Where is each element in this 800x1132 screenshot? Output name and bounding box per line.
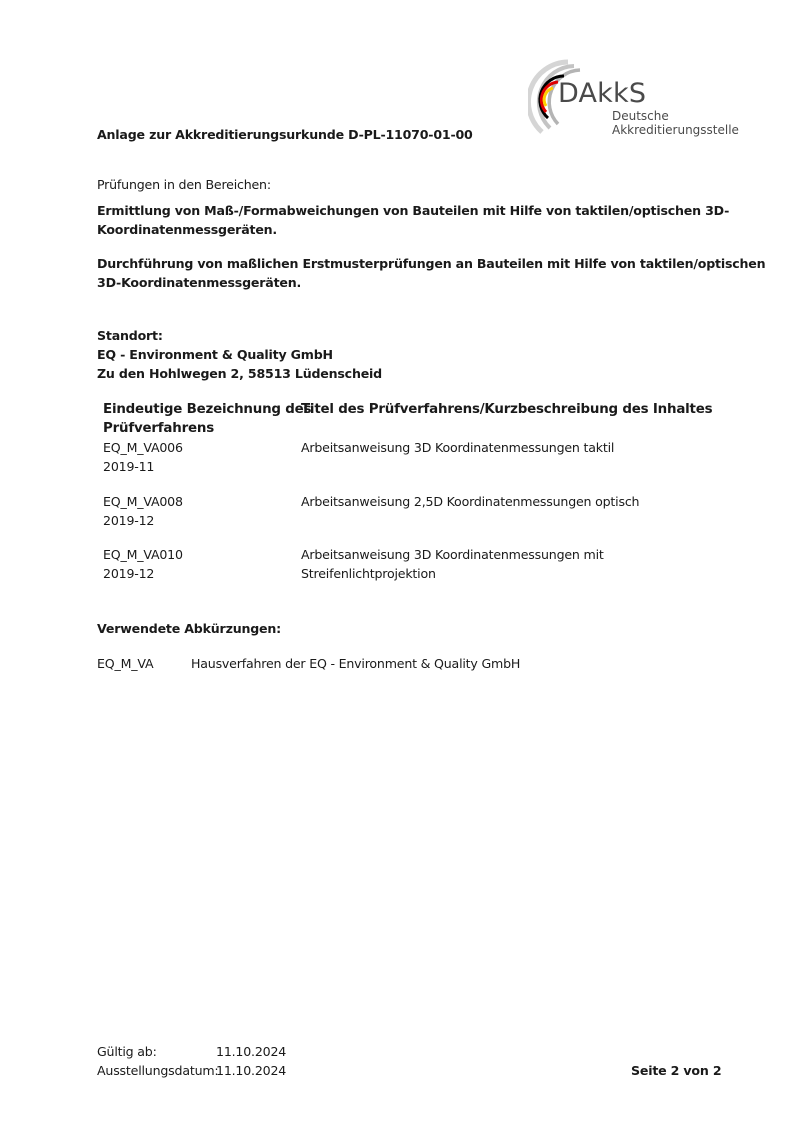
abbreviation-meaning: Hausverfahren der EQ - Environment & Quality GmbH — [191, 656, 521, 671]
logo-wordmark: DAkkS — [558, 78, 647, 109]
procedure-title: Arbeitsanweisung 3D Koordinatenmessungen mit — [301, 547, 604, 562]
logo-subtitle-line2: Akkreditierungsstelle — [612, 123, 739, 137]
annex-title: Anlage zur Akkreditierungsurkunde D-PL-11070-01-00 — [97, 127, 473, 142]
location-address: Zu den Hohlwegen 2, 58513 Lüdenscheid — [97, 366, 382, 381]
abbreviation-term: EQ_M_VA — [97, 656, 154, 671]
table-header-col1-line1: Eindeutige Bezeichnung des — [103, 402, 312, 417]
procedure-date: 2019-12 — [103, 513, 155, 528]
logo-subtitle-line1: Deutsche — [612, 109, 669, 123]
procedure-title: Arbeitsanweisung 3D Koordinatenmessungen taktil — [301, 440, 615, 455]
scope-intro: Prüfungen in den Bereichen: — [97, 177, 271, 192]
procedure-id: EQ_M_VA006 — [103, 440, 183, 455]
location-company: EQ - Environment & Quality GmbH — [97, 347, 333, 362]
scope-area2-line1: Durchführung von maßlichen Erstmusterprüfungen an Bauteilen mit Hilfe von taktilen/optischen — [97, 256, 766, 271]
procedure-id: EQ_M_VA008 — [103, 494, 183, 509]
abbreviations-heading: Verwendete Abkürzungen: — [97, 621, 281, 636]
valid-from-date: 11.10.2024 — [216, 1044, 287, 1059]
procedure-title-continued: Streifenlichtprojektion — [301, 566, 436, 581]
page-number: Seite 2 von 2 — [631, 1063, 722, 1078]
procedure-date: 2019-12 — [103, 566, 155, 581]
scope-area1-line1: Ermittlung von Maß-/Formabweichungen von Bauteilen mit Hilfe von taktilen/optischen 3D- — [97, 203, 730, 218]
valid-from-label: Gültig ab: — [97, 1044, 157, 1059]
scope-area2-line2: 3D-Koordinatenmessgeräten. — [97, 275, 302, 290]
scope-area1-line2: Koordinatenmessgeräten. — [97, 222, 278, 237]
table-header-col1-line2: Prüfverfahrens — [103, 421, 214, 436]
procedure-date: 2019-11 — [103, 459, 155, 474]
issue-date-label: Ausstellungsdatum: — [97, 1063, 219, 1078]
issue-date: 11.10.2024 — [216, 1063, 287, 1078]
table-header-col2: Titel des Prüfverfahrens/Kurzbeschreibung des Inhaltes — [301, 402, 713, 417]
procedure-title: Arbeitsanweisung 2,5D Koordinatenmessungen optisch — [301, 494, 640, 509]
dakks-logo — [528, 52, 738, 144]
location-label: Standort: — [97, 328, 163, 343]
procedure-id: EQ_M_VA010 — [103, 547, 183, 562]
